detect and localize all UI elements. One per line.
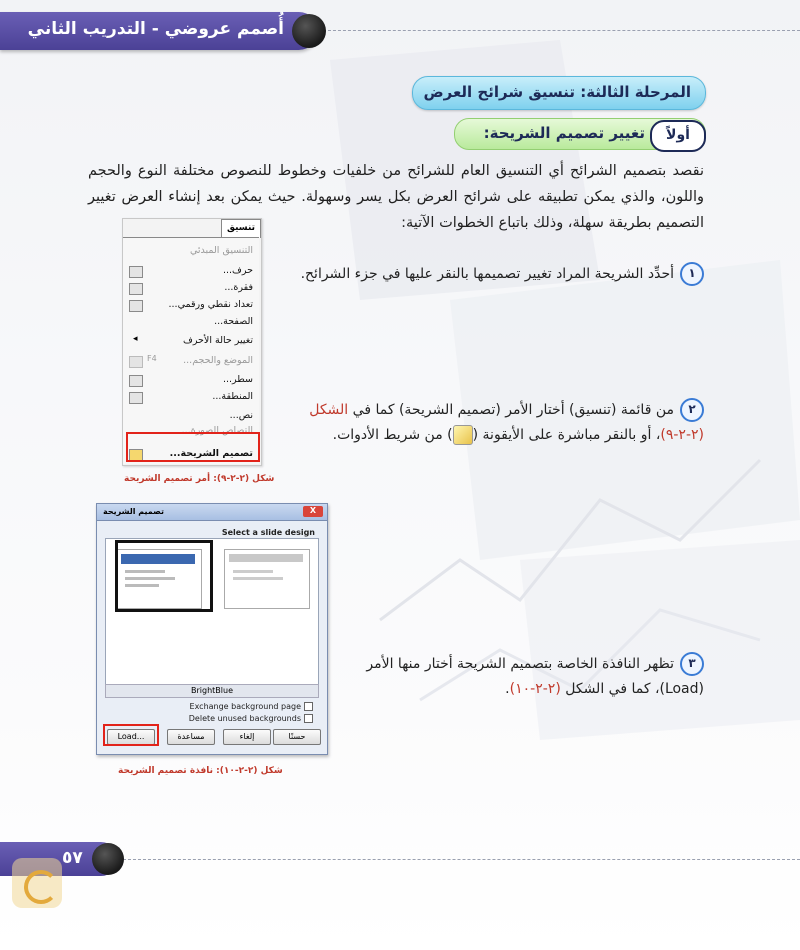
step-text: تظهر النافذة الخاصة بتصميم الشريحة أختار منها الأمر xyxy=(366,656,674,672)
step-text: (Load)، كما في الشكل xyxy=(565,681,704,697)
option-label: Delete unused backgrounds xyxy=(188,714,301,723)
dialog-header: Select a slide design xyxy=(221,528,315,537)
step-number: ٣ xyxy=(680,652,704,676)
step-number: ١ xyxy=(680,262,704,286)
menu-item-bullets[interactable]: تعداد نقطي ورقمي... xyxy=(168,299,253,310)
thumbnail-title-bar xyxy=(229,554,303,562)
intro-paragraph: نقصد بتصميم الشرائح أي التنسيق العام للشرائح من خلفيات وخطوط للنصوص مختلفة النوع والحجم واللون، والذي يمكن تطبيقه على شرائح العرض بكل يسر وسهولة. حيث يمكن بعد إنشاء العرض تغيير التصميم بطريقة سهلة، وذلك باتباع الخطوات الآتية: xyxy=(88,163,704,231)
menu-item-position-size[interactable]: الموضع والحجم... xyxy=(183,355,253,366)
menu-item-text[interactable]: نص... xyxy=(229,410,253,421)
ok-button[interactable]: حسنًا xyxy=(273,729,321,745)
option-exchange-background[interactable] xyxy=(190,702,313,711)
menu-panel xyxy=(123,237,259,464)
footer-dashed-line xyxy=(118,859,800,860)
option-delete-unused[interactable] xyxy=(189,714,313,723)
step-text: . xyxy=(505,681,510,697)
step-text: ، أو بالنقر مباشرة على الأيقونة ( xyxy=(472,427,661,443)
slide-design-icon xyxy=(453,425,473,445)
checkbox[interactable] xyxy=(304,714,313,723)
option-label: Exchange background page xyxy=(189,702,301,711)
step-text: ) من شريط الأدوات. xyxy=(332,427,453,443)
thumbnail-line xyxy=(233,570,273,573)
publisher-logo xyxy=(12,858,62,908)
load-button[interactable]: Load... xyxy=(107,729,155,745)
thumbnail-line xyxy=(233,577,283,580)
step-1 xyxy=(284,262,704,287)
format-menu-screenshot xyxy=(122,218,262,466)
highlight-slide-design xyxy=(126,432,260,462)
stage-title: المرحلة الثالثة: تنسيق شرائح العرض xyxy=(423,83,691,101)
close-icon[interactable]: X xyxy=(303,506,323,517)
step-3 xyxy=(324,652,704,702)
menu-item-change-case[interactable]: تغيير حالة الأحرف xyxy=(182,335,253,346)
cancel-button[interactable]: إلغاء xyxy=(223,729,271,745)
area-icon xyxy=(129,392,143,404)
menu-item-default-format[interactable]: التنسيق المبدئي xyxy=(190,245,253,256)
header-bar xyxy=(0,12,318,50)
figure-caption-dialog: شكل (٢-٢-١٠): نافذة تصميم الشريحة xyxy=(118,766,283,776)
step-2 xyxy=(284,398,704,448)
slide-design-dialog-screenshot xyxy=(96,503,328,755)
figure-ref: الشكل xyxy=(309,402,349,418)
section-title: تغيير تصميم الشريحة: xyxy=(483,124,645,142)
menu-item-character[interactable]: حرف... xyxy=(222,265,253,276)
page-number: ٥٧ xyxy=(62,848,83,868)
bullets-icon xyxy=(129,300,143,312)
menu-item-line[interactable]: سطر... xyxy=(222,374,253,385)
checkbox[interactable] xyxy=(304,702,313,711)
position-size-icon xyxy=(129,356,143,368)
design-thumbnail-2[interactable] xyxy=(224,549,310,609)
line-icon xyxy=(129,375,143,387)
shortcut-label: F4 xyxy=(147,354,157,363)
figure-number: (٢-٢-١٠) xyxy=(509,681,561,697)
dialog-title: تصميم الشريحة xyxy=(103,507,165,516)
header-knob xyxy=(292,14,326,48)
paragraph-icon xyxy=(129,283,143,295)
stage-title-pill xyxy=(412,76,706,110)
character-icon xyxy=(129,266,143,278)
menu-item-page[interactable]: الصفحة... xyxy=(214,316,253,327)
step-text: أحدِّد الشريحة المراد تغيير تصميمها بالنقر عليها في جزء الشرائح. xyxy=(300,266,674,282)
menu-item-area[interactable]: المنطقة... xyxy=(212,391,253,402)
figure-number: (٢-٢-٩) xyxy=(660,427,704,443)
menu-item-slide-design[interactable]: تصميم الشريحة... xyxy=(169,448,253,459)
page-title: أُصمم عروضي - التدريب الثاني xyxy=(27,19,284,39)
figure-caption-menu: شكل (٢-٢-٩): أمر تصميم الشريحة xyxy=(124,474,275,484)
submenu-arrow-icon: ◂ xyxy=(133,334,138,344)
footer-knob xyxy=(92,843,124,875)
highlight-load-button xyxy=(103,724,159,746)
header-dashed-line xyxy=(318,30,800,31)
section-badge: أولاً xyxy=(650,120,706,152)
help-button[interactable]: مساعدة xyxy=(167,729,215,745)
menu-title[interactable]: تنسيق xyxy=(221,219,261,238)
dialog-title-bar xyxy=(97,504,327,521)
logo-mark-icon xyxy=(24,870,58,904)
menu-item-paragraph[interactable]: فقرة... xyxy=(224,282,253,293)
selected-design-name: BrightBlue xyxy=(105,684,319,698)
step-number: ٢ xyxy=(680,398,704,422)
menu-item-crop[interactable]: التصاص الصورة... xyxy=(181,425,253,436)
selected-design-frame xyxy=(115,540,213,612)
step-text: من قائمة (تنسيق) أختار الأمر (تصميم الشريحة) كما في xyxy=(352,402,674,418)
